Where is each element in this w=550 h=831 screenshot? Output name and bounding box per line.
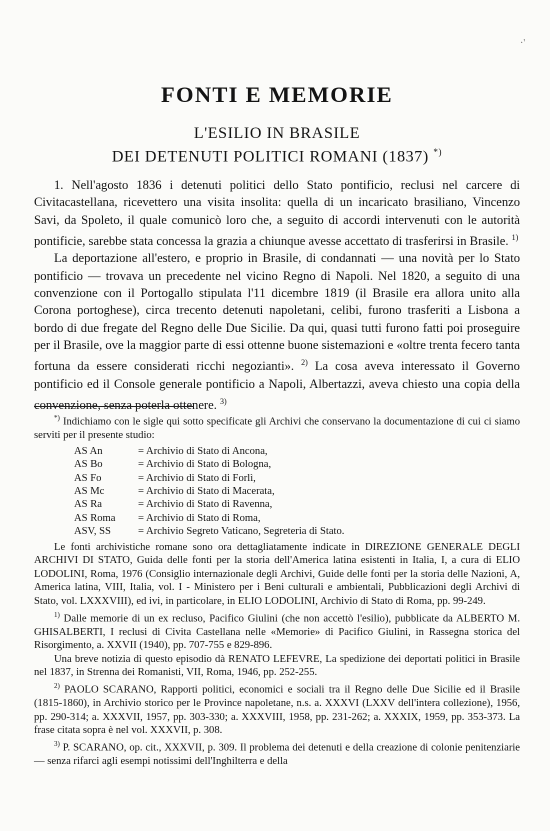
- footnote-star: [34, 412, 520, 443]
- abbreviation-code: AS Bo: [74, 459, 103, 471]
- abbreviation-row: [74, 485, 520, 498]
- footnote-2: [34, 680, 520, 738]
- paragraph-1-text: 1. Nell'agosto 1836 i detenuti politici dello Stato pontificio, reclusi nel carcere di Civitacastellana, ricevettero una visita insolita: quella di un incaricato brasiliano, Vincenzo Savi, da Spoleto, il quale comunicò loro che, a seguito di accordi intervenuti con le autorità pontificie, sarebbe stata concessa la grazia a chiunque avesse accettato di trasferirsi in Brasile.: [34, 178, 520, 249]
- body-text: [34, 177, 520, 414]
- footnote-ref-2: 2): [301, 358, 308, 368]
- paragraph-2-text-a: La deportazione all'estero, e proprio in Brasile, di condannati — una novità per lo Stato pontificio — trovava un precedente nel vicino Regno di Napoli. Nel 1820, a seguito di una convenzione con il Portogallo stipulata l'11 dicembre 1819 (il Brasile era allora unito alla Corona portoghese), circa trecento detenuti napoletani, celibi, furono trasferiti a Lisbona a bordo di due fregate del Regno delle Due Sicilie. Da qui, quasi tutti furono fatti poi proseguire per il Brasile, ove la maggior parte di essi ottenne buone sistemazioni e «oltre trenta fecero tanta fortuna da essere considerati ricchi negozianti».: [34, 251, 520, 374]
- footnote-2-mark: 2): [54, 682, 60, 691]
- abbreviation-desc: = Archivio di Stato di Ravenna,: [138, 499, 273, 511]
- abbreviation-code: AS An: [74, 445, 103, 457]
- abbreviation-desc: = Archivio Segreto Vaticano, Segreteria di Stato.: [138, 526, 345, 538]
- paragraph-2: [34, 250, 520, 414]
- footnote-3-mark: 3): [54, 739, 60, 748]
- paragraph-2-text-b: La cosa aveva interessato il Governo pontificio ed il Console generale pontificio a Napoli, Albertazzi, aveva chiesto una copia della convenzione, senza poterla ottenere.: [34, 359, 520, 413]
- scan-mark: ·': [520, 38, 526, 49]
- abbreviation-row: [74, 498, 520, 511]
- abbreviation-desc: = Archivio di Stato di Bologna,: [138, 459, 272, 471]
- footnote-1-text: Dalle memorie di un ex recluso, Pacifico Giulini (che non accettò l'esilio), pubblicate da ALBERTO M. GHISALBERTI, I reclusi di Civita Castellana nelle «Memorie» di Pacifico Giulini, in Rassegna storica del Risorgimento, a. XXVII (1940), pp. 707-755 e 829-896.: [34, 613, 520, 652]
- abbreviation-code: AS Ra: [74, 499, 102, 511]
- footnote-ref-1: 1): [511, 232, 519, 242]
- abbreviation-row: [74, 512, 520, 525]
- abbreviation-code: AS Fo: [74, 472, 102, 484]
- abbreviation-row: [74, 458, 520, 471]
- abbreviation-desc: = Archivio di Stato di Macerata,: [138, 485, 275, 497]
- footnote-1: [34, 609, 520, 653]
- abbreviation-code: AS Mc: [74, 485, 105, 497]
- footnote-1-continued: Una breve notizia di questo episodio dà RENATO LEFEVRE, La spedizione dei deportati politici in Brasile nel 1837, in Strenna dei Romanisti, VII, Roma, 1946, pp. 252-255.: [34, 653, 520, 679]
- section-title: FONTI E MEMORIE: [160, 82, 393, 107]
- abbreviation-desc: = Archivio di Stato di Ancona,: [138, 445, 268, 457]
- abbreviation-row: [74, 472, 520, 485]
- article-title-line-2-text: DEI DETENUTI POLITICI ROMANI (1837): [111, 148, 429, 166]
- footnote-3-text: P. SCARANO, op. cit., XXXVII, p. 309. Il problema dei detenuti e della creazione di colonie penitenziarie — senza rifarci agli esempi notissimi dell'Inghilterra e della: [34, 742, 520, 768]
- abbreviation-code: AS Roma: [74, 512, 116, 524]
- footnote-ref-3: 3): [220, 396, 227, 406]
- footnote-divider: [34, 406, 194, 407]
- footnote-star-mark: *): [54, 414, 60, 422]
- article-title: [34, 124, 520, 166]
- paragraph-1: [34, 177, 520, 250]
- footnote-sources: Le fonti archivistiche romane sono ora dettagliatamente indicate in DIREZIONE GENERALE DEGLI ARCHIVI DI STATO, Guida delle fonti per la storia dell'America latina esistenti in Italia, I, a cura di ELIO LODOLINI, Roma, 1976 (Consiglio internazionale degli Archivi, Guide delle fonti per la storia delle Nazioni, A, America latina, VIII, Italia, vol. I - Ministero per i Beni culturali e ambientali, Pubblicazioni degli Archivi di Stato, vol. LXXXVIII), ed ivi, in particolare, in ELIO LODOLINI, Archivio di Stato di Roma, pp. 99-249.: [34, 541, 520, 607]
- footnote-3: [34, 738, 520, 769]
- abbreviation-row: [74, 525, 520, 538]
- abbreviation-desc: = Archivio di Stato di Roma,: [138, 512, 261, 524]
- abbreviation-list: [74, 445, 520, 539]
- article-title-line-1: L'ESILIO IN BRASILE: [193, 125, 361, 142]
- abbreviation-row: [74, 445, 520, 458]
- footnote-star-text: Indichiamo con le sigle qui sotto specificate gli Archivi che conservano la documentazione di cui ci siamo serviti per il presente studio:: [34, 416, 520, 442]
- abbreviation-code: ASV, SS: [74, 526, 111, 538]
- footnote-1-mark: 1): [54, 610, 60, 619]
- article-title-line-2: [34, 143, 520, 166]
- title-footnote-mark: *): [433, 147, 443, 157]
- footnote-2-text: PAOLO SCARANO, Rapporti politici, economici e sociali tra il Regno delle Due Sicilie ed il Brasile (1815-1860), in Archivio storico per le Province napoletane, n.s. a. XXXVI (LXXV dell'intera collezione), 1956, pp. 290-314; a. XXXVII, 1957, pp. 303-330; a. XXXVIII, 1958, pp. 231-262; a. XXXIX, 1959, pp. 353-373. La frase citata sopra è nel vol. XXXVII, p. 308.: [34, 684, 520, 737]
- footnotes: [34, 412, 520, 769]
- abbreviation-desc: = Archivio di Stato di Forlì,: [138, 472, 256, 484]
